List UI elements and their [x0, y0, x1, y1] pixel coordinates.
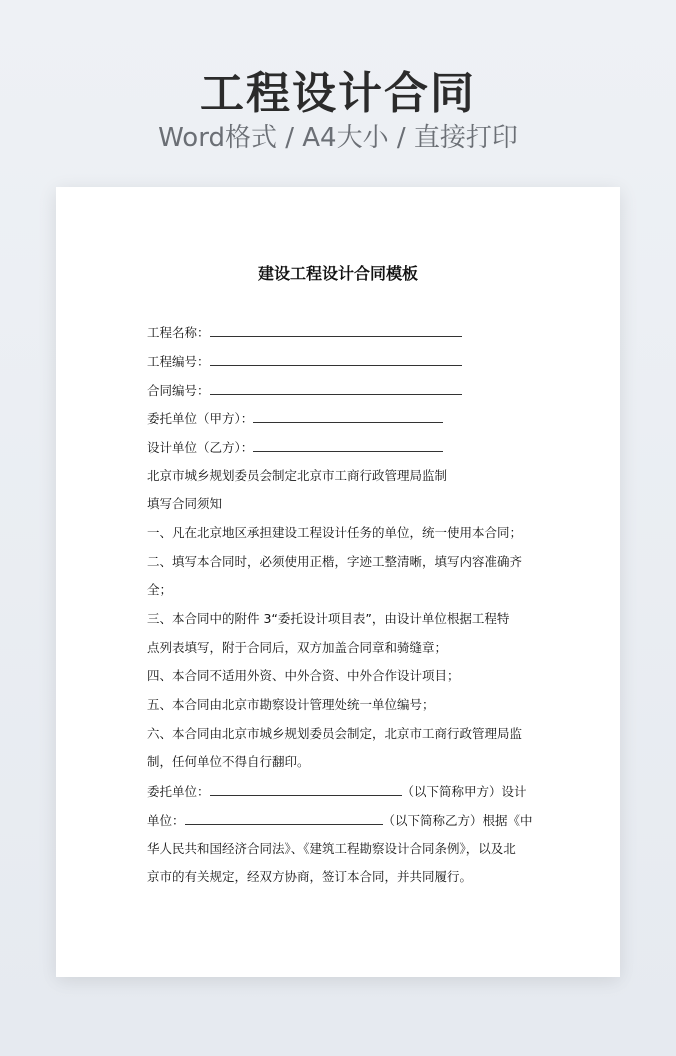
field-label: 合同编号：: [147, 383, 210, 398]
closing-designer-label: 单位：: [147, 813, 185, 828]
closing-designer-blank[interactable]: [185, 810, 383, 825]
field-contract-number: [147, 380, 537, 401]
closing-line: 华人民共和国经济合同法》、《建筑工程勘察设计合同条例》，以及北: [147, 841, 516, 856]
notice-item: 六、本合同由北京市城乡规划委员会制定，北京市工商行政管理局监: [147, 726, 523, 741]
field-designer: [147, 437, 537, 458]
field-project-name: [147, 322, 537, 343]
contract-number-blank[interactable]: [210, 380, 462, 395]
closing-line: 京市的有关规定，经双方协商，签订本合同，并共同履行。: [147, 869, 473, 884]
project-number-blank[interactable]: [210, 351, 462, 366]
document-title: 建设工程设计合同模板: [257, 264, 418, 283]
document-page: [56, 187, 620, 977]
field-label: 委托单位（甲方）：: [147, 411, 254, 426]
field-label: 工程编号：: [147, 354, 210, 369]
notice-item: 点列表填写，附于合同后，双方加盖合同章和骑缝章；: [147, 640, 448, 655]
designer-blank[interactable]: [253, 437, 443, 452]
project-name-blank[interactable]: [210, 322, 462, 337]
field-label: 设计单位（乙方）：: [147, 440, 254, 455]
notice-title: 填写合同须知: [147, 496, 223, 511]
closing-client-label: 委托单位：: [147, 784, 210, 799]
notice-item: 五、本合同由北京市勘察设计管理处统一单位编号；: [147, 697, 435, 712]
page-title: 工程设计合同: [200, 68, 476, 119]
closing-designer-line: [147, 810, 537, 831]
closing-client-line: [147, 781, 537, 802]
closing-client-suffix: （以下简称甲方）设计: [401, 784, 527, 799]
page-subtitle: Word格式 / A4大小 / 直接打印: [158, 123, 518, 153]
issuer-line: 北京市城乡规划委员会制定北京市工商行政管理局监制: [147, 468, 448, 483]
field-label: 工程名称：: [147, 325, 210, 340]
notice-item: 三、本合同中的附件 3“委托设计项目表”，由设计单位根据工程特: [147, 611, 510, 626]
closing-designer-suffix: （以下简称乙方）根据《中: [382, 813, 533, 828]
notice-item: 二、填写本合同时，必须使用正楷，字迹工整清晰，填写内容准确齐: [147, 554, 523, 569]
field-project-number: [147, 351, 537, 372]
closing-client-blank[interactable]: [210, 781, 402, 796]
notice-item: 全；: [147, 582, 173, 597]
notice-item: 一、凡在北京地区承担建设工程设计任务的单位，统一使用本合同；: [147, 525, 523, 540]
notice-item: 制，任何单位不得自行翻印。: [147, 754, 310, 769]
client-blank[interactable]: [253, 408, 443, 423]
field-client: [147, 408, 537, 429]
notice-item: 四、本合同不适用外资、中外合资、中外合作设计项目；: [147, 668, 460, 683]
